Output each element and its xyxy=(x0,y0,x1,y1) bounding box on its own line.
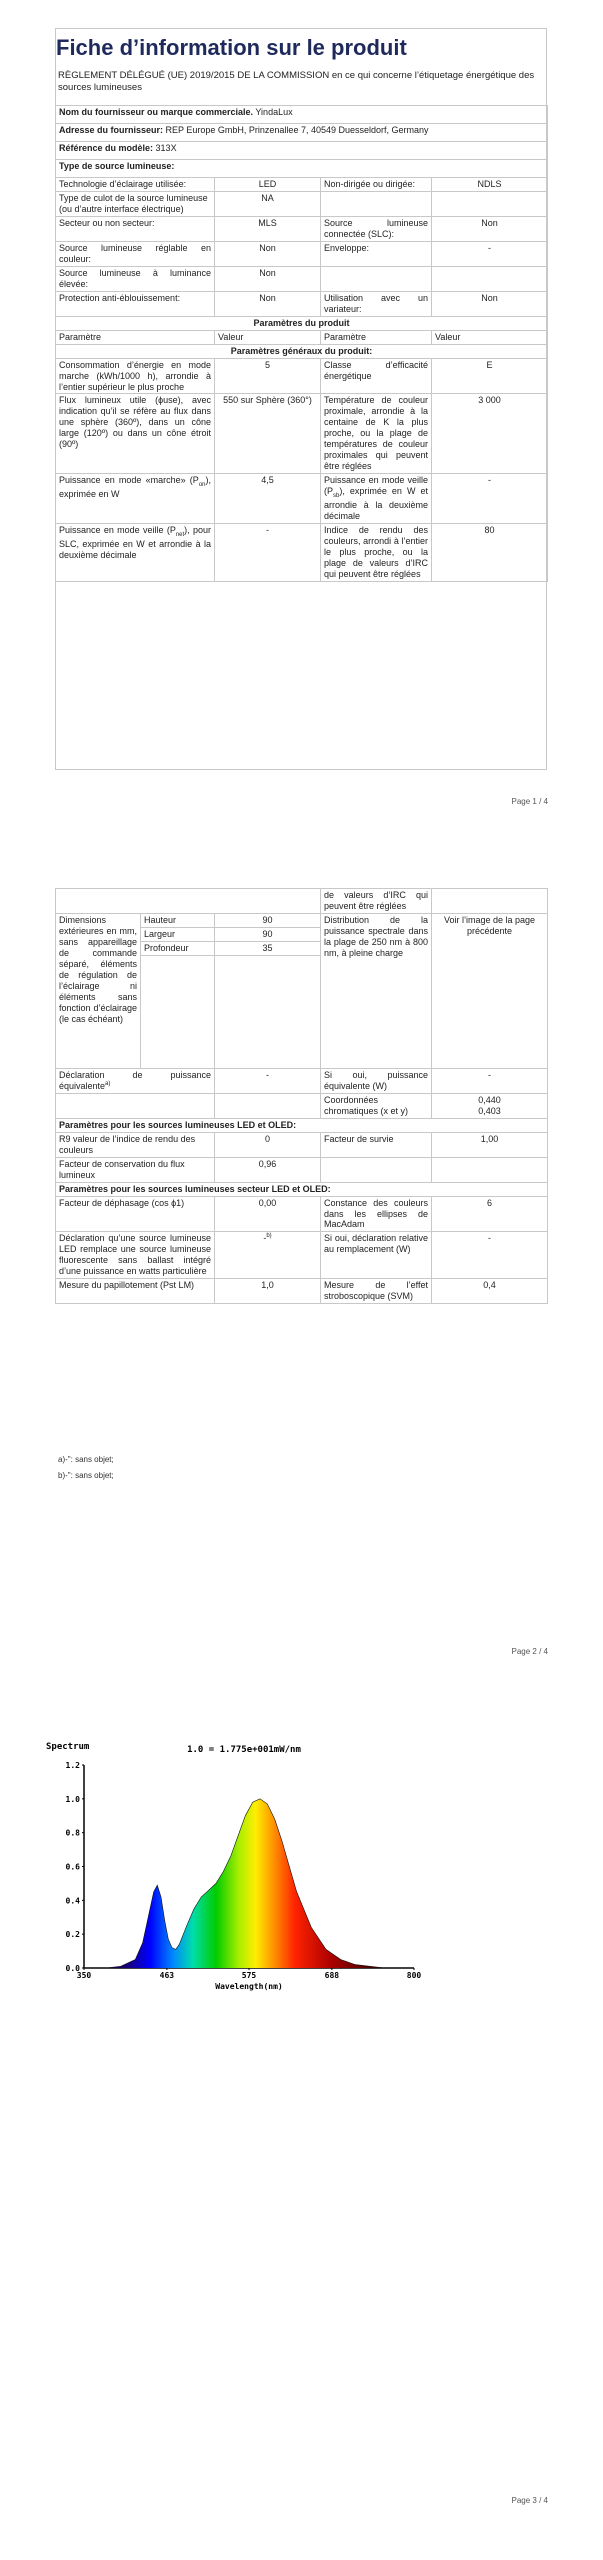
param-value: 1,0 xyxy=(215,1279,321,1304)
param-label: Type de culot de la source lumineuse (ou d’autre interface électrique) xyxy=(56,191,215,216)
param-value: 6 xyxy=(432,1196,548,1232)
param-value: Non xyxy=(432,291,548,316)
table-row xyxy=(56,1093,548,1118)
param-value xyxy=(432,266,548,291)
table-row xyxy=(56,1132,548,1157)
product-info-table-continued xyxy=(55,888,548,1304)
y-tick-label: 0.0 xyxy=(65,1964,80,1973)
y-axis-label: Spectrum xyxy=(46,1742,90,1752)
y-tick-label: 0.2 xyxy=(65,1930,80,1940)
table-row xyxy=(56,291,548,316)
param-value: 5 xyxy=(215,358,321,394)
param-label: Source lumineuse réglable en couleur: xyxy=(56,241,215,266)
param-value: - xyxy=(215,524,321,582)
footnote-a: a)-": sans objet; xyxy=(58,1455,114,1464)
x-tick-label: 575 xyxy=(241,1971,257,1980)
param-label: Consommation d’énergie en mode marche (kWh/1000 h), arrondie à l’entier supérieur le plus proche xyxy=(56,358,215,394)
table-row xyxy=(56,474,548,524)
table-row xyxy=(56,913,548,927)
param-label-continued: de valeurs d’IRC qui peuvent être réglées xyxy=(321,889,432,914)
page-title: Fiche d’information sur le produit xyxy=(56,35,407,60)
dimension-name: Largeur xyxy=(141,927,215,941)
param-label: Utilisation avec un variateur: xyxy=(321,291,432,316)
chart-title: 1.0 = 1.775e+001mW/nm xyxy=(187,1745,301,1755)
table-row xyxy=(56,266,548,291)
table-row xyxy=(56,1068,548,1093)
param-label: Distribution de la puissance spectrale dans la plage de 250 nm à 800 nm, à pleine charge xyxy=(321,913,432,1068)
col-header-param: Paramètre xyxy=(56,330,215,344)
source-type-heading: Type de source lumineuse: xyxy=(56,160,548,178)
page1-table-area xyxy=(0,0,603,770)
general-params-heading: Paramètres généraux du produit: xyxy=(56,344,548,358)
dimension-value: 35 xyxy=(215,941,321,955)
param-value: 1,00 xyxy=(432,1132,548,1157)
param-value: - xyxy=(432,1068,548,1093)
param-label: Enveloppe: xyxy=(321,241,432,266)
table-row xyxy=(56,178,548,192)
param-label: Température de couleur proximale, arrondie à la centaine de K la plus proche, ou la plage de températures de couleur proximales qui peuvent être réglées xyxy=(321,394,432,474)
param-value: Non xyxy=(432,216,548,241)
spectrum-area xyxy=(84,1765,414,1968)
param-label: Puissance en mode veille $(P_{sb})$, exprimée en W et arrondie à la deuxième décimale xyxy=(321,474,432,524)
param-value xyxy=(432,191,548,216)
table-row xyxy=(56,1157,548,1182)
dimension-value: 90 xyxy=(215,913,321,927)
x-tick-label: 800 xyxy=(406,1971,422,1980)
table-row xyxy=(56,524,548,582)
param-label: Indice de rendu des couleurs, arrondi à l’entier le plus proche, ou la plage de valeurs d’IRC qui peuvent être réglées xyxy=(321,524,432,582)
param-value: 550 sur Sphère (360°) xyxy=(215,394,321,474)
param-label: Si oui, déclaration relative au remplacement (W) xyxy=(321,1232,432,1279)
param-value: Voir l’image de la page précédente xyxy=(432,913,548,1068)
param-label: Flux lumineux utile (ɸuse), avec indication qu’il se réfère au flux dans une sphère (360º), dans un cône large (120º) ou dans un cône étroit (90º) xyxy=(56,394,215,474)
x-tick-label: 463 xyxy=(159,1971,175,1980)
supplier-address-value: REP Europe GmbH, Prinzenallee 7, 40549 Duesseldorf, Germany xyxy=(165,125,429,135)
param-value: NDLS xyxy=(432,178,548,192)
page-number: Page 2 / 4 xyxy=(511,1647,548,1656)
y-tick-label: 0.4 xyxy=(65,1896,80,1906)
table-row xyxy=(56,191,548,216)
led-params-heading: Paramètres pour les sources lumineuses LED et OLED: xyxy=(56,1118,548,1132)
param-label: Puissance en mode veille $(P_{net})$, pour SLC, exprimée en W et arrondie à la deuxième décimale xyxy=(56,524,215,582)
mains-params-heading: Paramètres pour les sources lumineuses secteur LED et OLED: xyxy=(56,1182,548,1196)
y-tick-label: 0.8 xyxy=(65,1828,80,1838)
param-value: E xyxy=(432,358,548,394)
param-label: Constance des couleurs dans les ellipses de MacAdam xyxy=(321,1196,432,1232)
model-ref-label: Référence du modèle: xyxy=(59,143,154,153)
param-value: - xyxy=(215,1068,321,1093)
param-value: - xyxy=(432,1232,548,1279)
param-value: 0,96 xyxy=(215,1157,321,1182)
footnote-b: b)-": sans objet; xyxy=(58,1471,114,1480)
table-row xyxy=(56,358,548,394)
dimension-name: Hauteur xyxy=(141,913,215,927)
param-value: -$^{b)}$ xyxy=(215,1232,321,1279)
param-value: Non xyxy=(215,266,321,291)
table-row xyxy=(56,1279,548,1304)
table-row xyxy=(56,241,548,266)
spectrum-chart xyxy=(44,1740,444,2005)
table-row xyxy=(56,394,548,474)
table-header-row xyxy=(56,330,548,344)
table-row xyxy=(56,889,548,914)
dimension-value: 90 xyxy=(215,927,321,941)
param-label xyxy=(321,266,432,291)
param-value: Non xyxy=(215,291,321,316)
regulation-text: RÈGLEMENT DÉLÉGUÉ (UE) 2019/2015 DE LA COMMISSION en ce qui concerne l’étiquetage énergétique des sources lumineuses xyxy=(58,70,535,94)
param-value: 0 xyxy=(215,1132,321,1157)
param-label: R9 valeur de l’indice de rendu des couleurs xyxy=(56,1132,215,1157)
supplier-address-label: Adresse du fournisseur: xyxy=(59,125,164,135)
param-label: Facteur de conservation du flux lumineux xyxy=(56,1157,215,1182)
param-label: Non-dirigée ou dirigée: xyxy=(321,178,432,192)
param-value: 80 xyxy=(432,524,548,582)
param-value: 4,5 xyxy=(215,474,321,524)
product-info-table xyxy=(55,105,548,582)
dimension-name: Profondeur xyxy=(141,941,215,955)
table-row xyxy=(56,216,548,241)
param-label: Déclaration de puissance équivalente$^{a)}$ xyxy=(56,1068,215,1093)
x-tick-label: 688 xyxy=(324,1971,340,1980)
param-value: 0,00 xyxy=(215,1196,321,1232)
param-value: 0,440 0,403 xyxy=(432,1093,548,1118)
supplier-name-value: YindaLux xyxy=(255,107,293,117)
param-label: Mesure de l’effet stroboscopique (SVM) xyxy=(321,1279,432,1304)
x-axis-label: Wavelength(nm) xyxy=(215,1982,283,1991)
model-ref-value: 313X xyxy=(155,143,177,153)
col-header-value: Valeur xyxy=(432,330,548,344)
param-label: Protection anti-éblouissement: xyxy=(56,291,215,316)
param-label xyxy=(321,191,432,216)
param-value: - xyxy=(432,474,548,524)
dimensions-label: Dimensions extérieures en mm, sans appareillage de commande séparé, éléments de régulation de l’éclairage ni éléments sans fonction d’éclairage (le cas échéant) xyxy=(56,913,141,1068)
param-label: Classe d’efficacité énergétique xyxy=(321,358,432,394)
param-label: Secteur ou non secteur: xyxy=(56,216,215,241)
product-params-heading: Paramètres du produit xyxy=(56,316,548,330)
param-value: NA xyxy=(215,191,321,216)
param-label: Facteur de déphasage (cos ϕ1) xyxy=(56,1196,215,1232)
param-label: Source lumineuse connectée (SLC): xyxy=(321,216,432,241)
param-value: 0,4 xyxy=(432,1279,548,1304)
page-number: Page 1 / 4 xyxy=(511,797,548,806)
param-value: - xyxy=(432,241,548,266)
y-tick-label: 1.0 xyxy=(65,1794,80,1804)
col-header-param: Paramètre xyxy=(321,330,432,344)
table-row xyxy=(56,1196,548,1232)
param-label: Puissance en mode «marche» $(P_{on})$, exprimée en W xyxy=(56,474,215,524)
param-label: Coordonnées chromatiques (x et y) xyxy=(321,1093,432,1118)
y-tick-label: 0.6 xyxy=(65,1862,80,1872)
param-label: Facteur de survie xyxy=(321,1132,432,1157)
param-label: Source lumineuse à luminance élevée: xyxy=(56,266,215,291)
param-value: 3 000 xyxy=(432,394,548,474)
param-value: LED xyxy=(215,178,321,192)
param-label: Mesure du papillotement (Pst LM) xyxy=(56,1279,215,1304)
supplier-name-label: Nom du fournisseur ou marque commerciale. xyxy=(59,107,254,117)
page-number: Page 3 / 4 xyxy=(511,2496,548,2505)
page2-table-area xyxy=(0,888,603,1448)
param-label: Technologie d’éclairage utilisée: xyxy=(56,178,215,192)
param-value: Non xyxy=(215,241,321,266)
param-label: Déclaration qu’une source lumineuse LED remplace une source lumineuse fluorescente sans ballast intégré d’une puissance en watts particulière xyxy=(56,1232,215,1279)
param-value: MLS xyxy=(215,216,321,241)
col-header-value: Valeur xyxy=(215,330,321,344)
table-row xyxy=(56,1232,548,1279)
y-tick-label: 1.2 xyxy=(65,1761,80,1770)
param-label: Si oui, puissance équivalente (W) xyxy=(321,1068,432,1093)
x-tick-label: 350 xyxy=(76,1971,92,1980)
